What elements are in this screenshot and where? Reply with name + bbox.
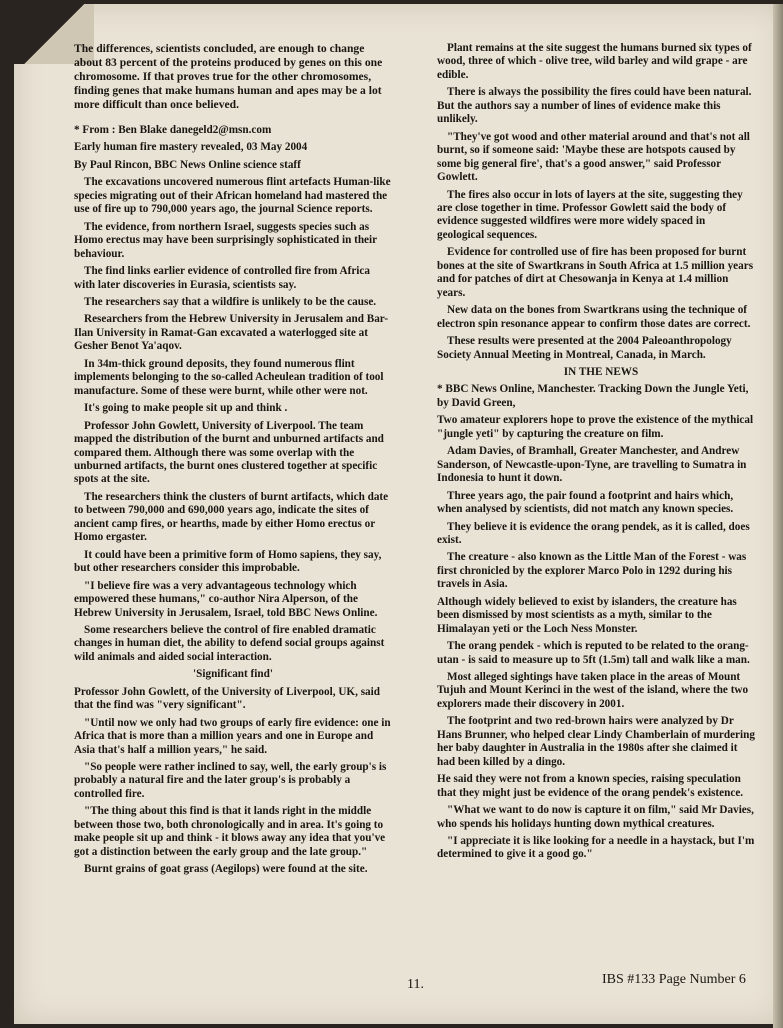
- paragraph: The differences, scientists concluded, are enough to change about 83 percent of the proteins produced by genes on this one chromosome. If that proves true for the other chromosomes, finding genes that make humans human and apes may be a lot more difficult than once believed.: [74, 42, 383, 111]
- folio-number: 11.: [407, 977, 424, 992]
- paragraph: "Until now we only had two groups of early fire evidence: one in Africa that is more than a million years and one in Europe and Asia that's half a million years," he said.: [74, 716, 391, 756]
- paragraph: It's going to make people sit up and think .: [84, 402, 288, 415]
- paragraph: In 34m-thick ground deposits, they found numerous flint implements belonging to the so-called Acheulean tradition of tool manufacture. Some of these were burnt, while other were not.: [74, 357, 384, 397]
- paragraph: Three years ago, the pair found a footprint and hairs which, when analysed by scientists, did not match any known species.: [437, 489, 734, 516]
- paragraph: The researchers think the clusters of burnt artifacts, which date to between 790,000 and 690,000 years ago, indicate the sites of ancient camp fires, or hearths, made by either Homo erectus or Homo ergaster.: [74, 490, 389, 544]
- paragraph: "So people were rather inclined to say, well, the early group's is probably a natural fire and the later group's is probably a controlled fire.: [74, 761, 387, 800]
- left-column: [74, 42, 392, 881]
- page-edge: [773, 4, 783, 1028]
- paragraph: The footprint and two red-brown hairs were analyzed by Dr Hans Brunner, who helped clear Lindy Chamberlain of murdering her baby daughter in Australia in the 1980s after she claimed it had been killed by a dingo.: [437, 715, 755, 768]
- newsletter-page: [14, 4, 783, 1024]
- paragraph: "The thing about this find is that it lands right in the middle between those two, both chronologically and in area. It's going to make people sit up and think - it blows away any idea that you've got a distinction between the early group and the late group.": [74, 805, 386, 858]
- paragraph: By Paul Rincon, BBC News Online science staff: [74, 158, 301, 171]
- paragraph: The excavations uncovered numerous flint artefacts Human-like species migrating out of their African homeland had mastered the use of fire up to 790,000 years ago, the journal Science reports.: [74, 176, 391, 216]
- paragraph: Burnt grains of goat grass (Aegilops) were found at the site.: [84, 863, 368, 876]
- paragraph: They believe it is evidence the orang pendek, as it is called, does exist.: [437, 520, 750, 546]
- paragraph: Professor John Gowlett, University of Liverpool. The team mapped the distribution of the burnt and unburned artifacts and compared them. Although there was some overlap with the unburned artifacts, the burnt ones clustered together at specific spots at the site.: [74, 419, 384, 486]
- paragraph: These results were presented at the 2004 Paleoanthropology Society Annual Meeting in Montreal, Canada, in March.: [437, 335, 732, 361]
- paragraph: Although widely believed to exist by islanders, the creature has been dismissed by most scientists as a myth, similar to the Himalayan yeti or the Loch Ness Monster.: [437, 595, 737, 635]
- paragraph: "I appreciate it is like looking for a needle in a haystack, but I'm determined to give it a good go.": [437, 835, 755, 861]
- paragraph: The evidence, from northern Israel, suggests species such as Homo erectus may have been surprisingly sophisticated in their behaviour.: [74, 220, 377, 260]
- paragraph: "I believe fire was a very advantageous technology which empowered these humans," co-author Nira Alperson, of the Hebrew University in Jerusalem, Israel, told BBC News Online.: [74, 579, 378, 619]
- paragraph: The fires also occur in lots of layers at the site, suggesting they are close together in time. Professor Gowlett said the body of evidence suggested wildfires were more widely spaced in geological sequences.: [437, 188, 743, 241]
- subheading: 'Significant find': [193, 668, 273, 681]
- paragraph: Two amateur explorers hope to prove the existence of the mythical "jungle yeti" by capturing the creature on film.: [437, 414, 754, 440]
- paragraph: The orang pendek - which is reputed to be related to the orang-utan - is said to measure up to 5ft (1.5m) tall and walk like a man.: [437, 640, 750, 666]
- paragraph: Most alleged sightings have taken place in the areas of Mount Tujuh and Mount Kerinci in the west of the island, where the two explorers made their discovery in 2001.: [437, 671, 749, 710]
- paragraph: Plant remains at the site suggest the humans burned six types of wood, three of which - olive tree, wild barley and wild grape - are edible.: [437, 42, 752, 81]
- paragraph: He said they were not from a known species, raising speculation that they might just be evidence of the orang pendek's existence.: [437, 773, 744, 799]
- paragraph: Evidence for controlled use of fire has been proposed for burnt bones at the site of Swartkrans in South Africa at 1.5 million years and for patches of dirt at Chesowanja in Kenya at 1.4 million years.: [437, 246, 754, 299]
- paragraph: Researchers from the Hebrew University in Jerusalem and Bar-Ilan University in Ramat-Gan excavated a waterlogged site at Gesher Benot Ya'aqov.: [74, 313, 389, 353]
- page-footer: IBS #133 Page Number 6: [602, 972, 746, 987]
- paragraph: Early human fire mastery revealed, 03 May 2004: [74, 141, 308, 154]
- paragraph: Professor John Gowlett, of the University of Liverpool, UK, said that the find was "very significant".: [74, 685, 380, 712]
- paragraph: The creature - also known as the Little Man of the Forest - was first chronicled by the explorer Marco Polo in 1292 during his travels in Asia.: [437, 551, 747, 591]
- section-heading: IN THE NEWS: [563, 365, 639, 378]
- paragraph: The researchers say that a wildfire is unlikely to be the cause.: [84, 295, 377, 308]
- paragraph: * From : Ben Blake danegeld2@msn.com: [74, 124, 272, 136]
- paragraph: * BBC News Online, Manchester. Tracking Down the Jungle Yeti, by David Green,: [437, 383, 749, 409]
- paragraph: "What we want to do now is capture it on film," said Mr Davies, who spends his holidays hunting down mythical creatures.: [437, 804, 754, 830]
- paragraph: New data on the bones from Swartkrans using the technique of electron spin resonance appear to confirm those dates are correct.: [437, 304, 751, 330]
- right-column: [437, 42, 755, 866]
- paragraph: The find links earlier evidence of controlled fire from Africa with later discoveries in Eurasia, scientists say.: [74, 265, 370, 291]
- paragraph: There is always the possibility the fires could have been natural. But the authors say a number of lines of evidence make this unlikely.: [437, 86, 752, 126]
- paragraph: It could have been a primitive form of Homo sapiens, they say, but other researchers consider this improbable.: [74, 548, 382, 575]
- paragraph: Some researchers believe the control of fire enabled dramatic changes in human diet, the ability to defend social groups against wild animals and aided social interaction.: [74, 623, 385, 663]
- paragraph: Adam Davies, of Bramhall, Greater Manchester, and Andrew Sanderson, of Newcastle-upon-Tyne, are travelling to Sumatra in Indonesia to hunt it down.: [437, 445, 747, 485]
- paragraph: "They've got wood and other material around and that's not all burnt, so if someone said: 'Maybe these are hotspots caused by some big general fire', that's a good answer," said Professor Gowlett.: [437, 130, 750, 184]
